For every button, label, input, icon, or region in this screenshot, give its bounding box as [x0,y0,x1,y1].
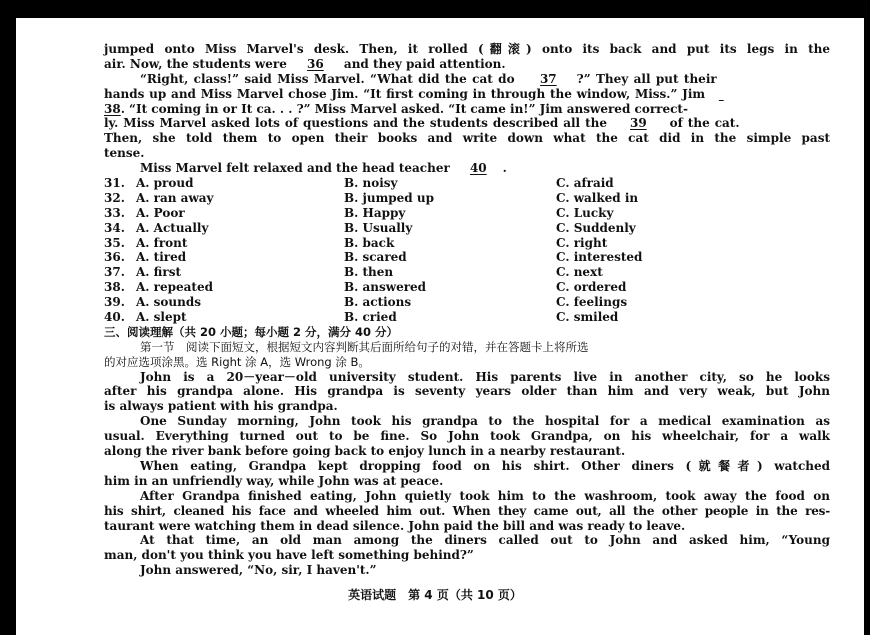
scan-border-right [864,0,870,635]
option-row: 36. A. tired B. scared C. interested [104,250,643,265]
passage-line: ly. Miss Marvel asked lots of questions and the students described all the 39 of the cat. [104,116,740,131]
option-b: B. answered [344,280,427,295]
option-b: B. Usually [344,220,413,235]
option-b: B. cried [344,310,397,325]
option-b: B. jumped up [344,190,434,205]
blank-38-start [710,87,733,102]
option-row: 40. A. slept B. cried C. smiled [104,310,619,325]
option-a: A. ran away [136,190,214,205]
passage-line: 38. “It coming in or It ca. . . ?” Miss Marvel asked. “It came in!” Jim answered correct- [104,101,688,116]
option-row: 34. A. Actually B. Usually C. Suddenly [104,220,636,235]
option-a: A. Poor [136,205,185,220]
passage-line: Miss Marvel felt relaxed and the head teacher 40 . [140,161,507,176]
section-instruction: 的对应选项涂黑。选 Right 涂 A，选 Wrong 涂 B。 [104,354,370,369]
passage-line: along the river bank before going back to enjoy lunch in a nearby restaurant. [104,444,626,459]
option-c: C. next [556,265,603,280]
option-b: B. noisy [344,176,398,191]
scan-border-top [0,0,870,18]
passage-line: him in an unfriendly way, while John was at peace. [104,473,444,488]
passage-line: is always patient with his grandpa. [104,399,338,414]
option-a: A. front [136,235,188,250]
passage-line: taurant were watching them in dead silence. John paid the bill and was ready to leave. [104,518,686,533]
passage-line: One Sunday morning, John took his grandpa to the hospital for a medical examination as [140,414,830,429]
option-b: B. scared [344,250,407,265]
passage-line: usual. Everything turned out to be fine. So John took Grandpa, on his wheelchair, for a walk [104,429,830,444]
option-c: C. walked in [556,190,639,205]
passage-line: At that time, an old man among the diners called out to John and asked him, “Young [140,533,830,548]
passage-line: jumped onto Miss Marvel's desk. Then, it rolled (翻滚) onto its back and put its legs in the [104,42,830,56]
option-c: C. afraid [556,176,614,191]
option-a: A. Actually [136,220,209,235]
blank-37: 37 [539,71,557,86]
option-a: A. tired [136,250,187,265]
passage-line: hands up and Miss Marvel chose Jim. “It first coming in through the window, Miss.” Jim [104,87,830,102]
option-c: C. smiled [556,310,619,325]
option-c: C. right [556,235,608,250]
blank-38: 38 [104,101,121,116]
page-footer: 英语试题 第 4 页（共 10 页） [348,588,522,602]
option-row: 38. A. repeated B. answered C. ordered [104,280,627,295]
answer-options [104,176,830,325]
passage-line: tense. [104,146,145,161]
option-c: C. ordered [556,280,627,295]
option-a: A. first [136,265,182,280]
option-b: B. actions [344,295,412,310]
option-c: C. Lucky [556,205,614,220]
passage-line: after his grandpa alone. His grandpa is seventy years older than him and very weak, but John [104,384,830,399]
passage-line: John is a 20－year－old university student. His parents live in another city, so he looks [140,369,830,384]
option-a: A. slept [136,310,187,325]
passage-line: When eating, Grandpa kept dropping food on his shirt. Other diners (就餐者) watched [140,458,830,473]
option-row: 35. A. front B. back C. right [104,235,608,250]
passage-line: “Right, class!” said Miss Marvel. “What did the cat do 37 ?” They all put their [140,71,717,86]
section-instruction: 第一节 阅读下面短文，根据短文内容判断其后面所给句子的对错，并在答题卡上将所选 [140,339,589,354]
scan-border-left [0,0,16,635]
option-c: C. interested [556,250,643,265]
blank-40: 40 [469,161,487,176]
option-c: C. feelings [556,295,628,310]
option-a: A. proud [136,176,194,191]
option-b: B. back [344,235,395,250]
option-a: A. repeated [136,280,213,295]
cloze-passage [104,42,830,176]
option-c: C. Suddenly [556,220,636,235]
option-row: 37. A. first B. then C. next [104,265,603,280]
passage-line: John answered, “No, sir, I haven't.” [140,563,377,578]
option-b: B. then [344,265,394,280]
blank-39: 39 [629,116,647,131]
option-row: 39. A. sounds B. actions C. feelings [104,295,628,310]
passage-line: air. Now, the students were 36 and they paid attention. [104,56,506,71]
passage-line: Then, she told them to open their books and write down what the cat did in the simple past [104,131,830,146]
option-row: 33. A. Poor B. Happy C. Lucky [104,205,614,220]
option-row: 31. A. proud B. noisy C. afraid [104,176,614,191]
passage-line: After Grandpa finished eating, John quietly took him to the washroom, took away the food on [140,488,830,503]
blank-36: 36 [307,56,324,71]
exam-page [104,42,830,578]
reading-passage [104,370,830,578]
option-row: 32. A. ran away B. jumped up C. walked in [104,190,639,205]
passage-line: man, don't you think you have left something behind?” [104,548,474,563]
section-heading: 三、阅读理解（共 20 小题；每小题 2 分，满分 40 分） [104,324,399,339]
passage-line: his shirt, cleaned his face and wheeled him out. When they came out, all the other people in the res- [104,503,830,518]
option-a: A. sounds [136,295,202,310]
option-b: B. Happy [344,205,406,220]
